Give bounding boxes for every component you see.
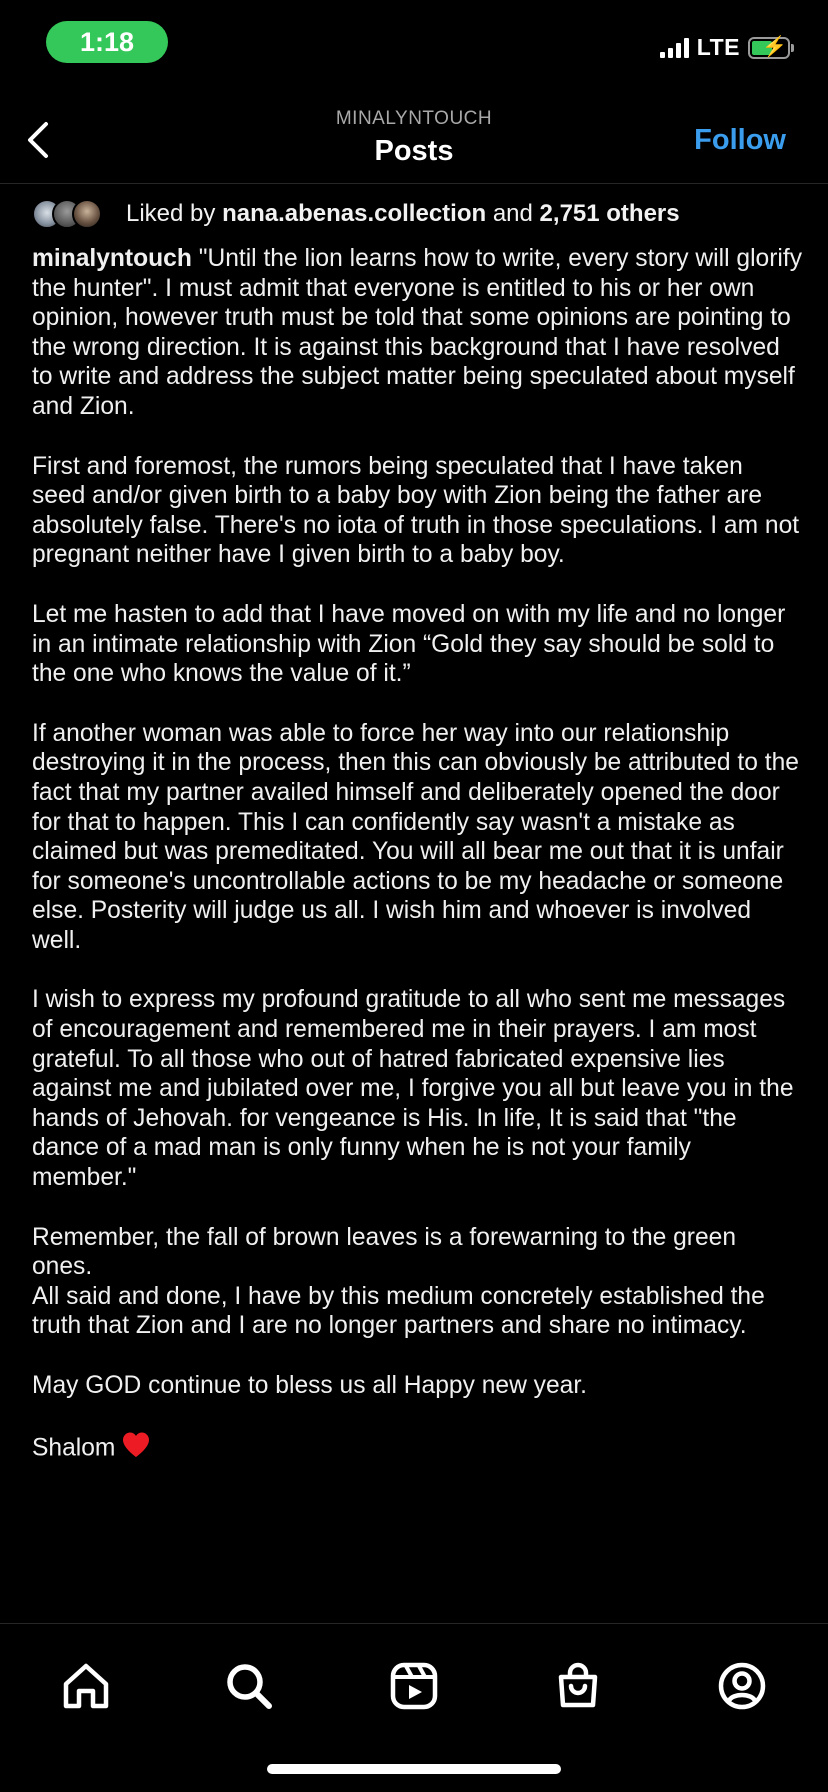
cellular-signal-icon (660, 38, 689, 58)
likes-others[interactable]: 2,751 others (539, 200, 680, 227)
status-indicators (660, 34, 794, 61)
page-title: Posts (374, 135, 454, 167)
caption-paragraph: minalyntouch "Until the lion learns how to write, every story will glorify the hunter". I must admit that everyone is entitled to his or her own opinion, however truth must be told that some opinions are pointing to the wrong direction. It is against this background that I have resolved to write and address the subject matter being speculated about myself and Zion. (32, 245, 802, 420)
nav-home[interactable] (60, 1660, 112, 1712)
network-type: LTE (696, 34, 740, 60)
profile-icon (716, 1660, 768, 1712)
battery-icon: ⚡ (748, 37, 794, 59)
caption-paragraph: First and foremost, the rumors being speculated that I have taken seed and/or given birth to a baby boy with Zion being the father are absolutely false. There's no iota of truth in those speculations. I am not pregnant neither have I given birth to a baby boy. (32, 452, 800, 569)
likes-summary[interactable]: Liked by nana.abenas.collection and 2,751 others (126, 200, 680, 227)
avatar (72, 199, 102, 229)
reels-icon (388, 1660, 440, 1712)
liker-username[interactable]: nana.abenas.collection (222, 200, 487, 227)
caption-paragraph: May GOD continue to bless us all Happy new year. (32, 1372, 587, 1399)
header-username: MINALYNTOUCH (335, 108, 493, 129)
bottom-nav (0, 1623, 828, 1792)
caption-paragraph: If another woman was able to force her way into our relationship destroying it in the process, then this can obviously be attributed to the fact that my partner availed himself and deliberately opened the door for that to happen. This I can confidently say wasn't a mistake as claimed but was premeditated. You will all bear me out that it is unfair for someone's uncontrollable actions to be my headache or someone else. Posterity will judge us all. I wish him and whoever is involved well. (32, 719, 799, 954)
liker-avatars[interactable] (32, 199, 102, 229)
caption-signoff: Shalom (32, 1431, 802, 1467)
caption-username[interactable]: minalyntouch (32, 245, 192, 272)
follow-button[interactable]: Follow (694, 124, 786, 156)
nav-reels[interactable] (388, 1660, 440, 1712)
caption-paragraph: I wish to express my profound gratitude to all who sent me messages of encouragement and remembered me in their prayers. I am most grateful. To all those who out of hatred fabricated expensive lies against me and jubilated over me, I forgive you all but leave you in the hands of Jehovah. for vengeance is His. In life, It is said that "the dance of a mad man is only funny when he is not your family member." (32, 986, 794, 1192)
post-caption (32, 244, 802, 1466)
nav-profile[interactable] (716, 1660, 768, 1712)
home-indicator[interactable] (267, 1764, 561, 1774)
heart-icon (121, 1431, 151, 1467)
status-time[interactable]: 1:18 (46, 21, 168, 63)
home-icon (60, 1660, 112, 1712)
likes-row (32, 196, 680, 232)
shop-icon (552, 1660, 604, 1712)
caption-paragraph: All said and done, I have by this medium concretely established the truth that Zion and I are no longer partners and share no intimacy. (32, 1282, 765, 1340)
status-bar (0, 0, 828, 90)
search-icon (223, 1660, 275, 1712)
caption-paragraph: Remember, the fall of brown leaves is a forewarning to the green ones. (32, 1223, 737, 1281)
nav-shop[interactable] (552, 1660, 604, 1712)
header (0, 90, 828, 184)
nav-search[interactable] (223, 1660, 275, 1712)
caption-paragraph: Let me hasten to add that I have moved on with my life and no longer in an intimate relationship with Zion “Gold they say should be sold to the one who knows the value of it.” (32, 600, 786, 688)
